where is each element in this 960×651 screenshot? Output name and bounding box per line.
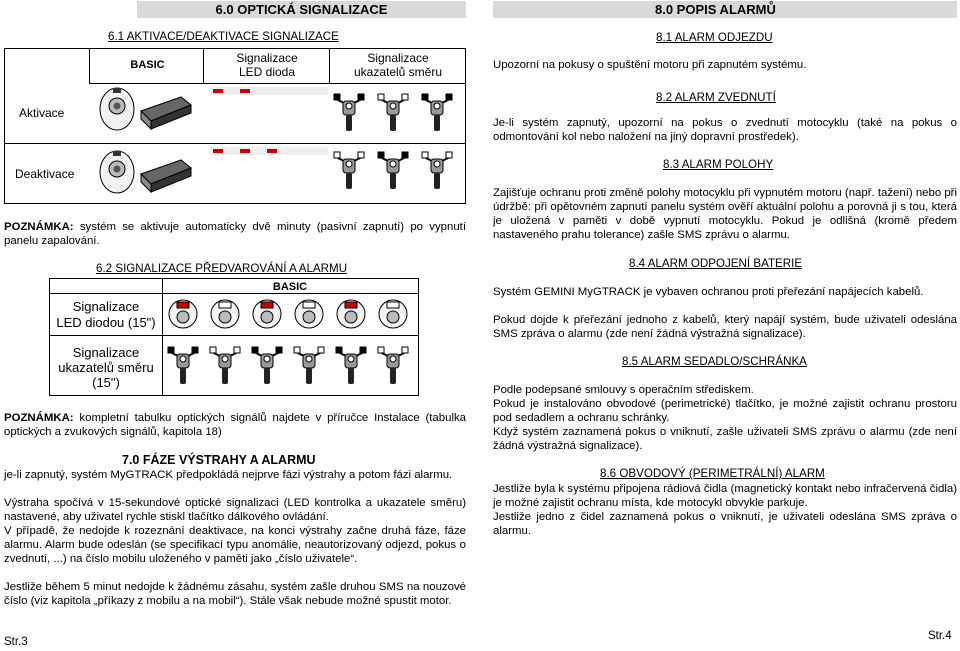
motorcycle-icon-wrap xyxy=(332,89,366,133)
table2-motorcycle-icons xyxy=(166,338,416,394)
note2-label: POZNÁMKA: xyxy=(4,412,74,424)
table1-row2-label: Deaktivace xyxy=(15,167,75,181)
motorcycle-icon-wrap xyxy=(420,147,454,191)
note1-label: POZNÁMKA: xyxy=(4,221,74,233)
motorcycle-icon-wrap xyxy=(376,342,410,386)
note1-text: systém se aktivuje automaticky dvě minuty (pasivní zapnutí) po vypnutí panelu zapalování. xyxy=(4,221,466,247)
section-8-2-text: Je-li systém zapnutý, upozorní na pokus o zvednutí motocyklu (také na pokus o odmontování kol nebo naložení na jiný dopravní prostředek). xyxy=(493,117,957,143)
remote-icon xyxy=(100,151,134,193)
remote-icon xyxy=(100,88,134,130)
motorcycle-icon xyxy=(420,147,454,191)
section-7-paragraph-2: Výstraha spočívá v 15-sekundové optické signalizaci (LED kontrolka a ukazatele směru) nastavené, aby uživatel rychle stiskl tlačítko dálkového ovládání. xyxy=(4,497,466,523)
note2-paragraph xyxy=(4,411,466,439)
led-indicator-icon xyxy=(250,297,284,331)
section-7-title-text: 7.0 FÁZE VÝSTRAHY A ALARMU xyxy=(122,453,316,467)
section-8-5-paragraph-3: Když systém zaznamená pokus o vniknutí, zašle uživateli SMS zprávu o alarmu (zde není žádná výstražná signalizace). xyxy=(493,426,957,452)
page-number-left: Str.3 xyxy=(4,636,28,648)
section-8-3-title: 8.3 ALARM POLOHY xyxy=(663,158,774,171)
section-8-6-paragraph-2: Jestliže jedno z čidel zaznamená pokus o vniknutí, je uživateli odeslána SMS zpráva o alarmu. xyxy=(493,511,957,537)
table1-col3-line2: ukazatelů směru xyxy=(353,65,443,79)
motorcycle-icon-wrap xyxy=(250,342,284,386)
motorcycle-icon-wrap xyxy=(332,147,366,191)
section-8-2-title: 8.2 ALARM ZVEDNUTÍ xyxy=(656,91,776,104)
motorcycle-icon-wrap xyxy=(420,89,454,133)
motorcycle-icon xyxy=(332,147,366,191)
section-8-header: 8.0 POPIS ALARMŮ xyxy=(493,1,957,18)
table2-row1-line2: LED diodou (15") xyxy=(56,315,156,330)
motorcycle-icon xyxy=(376,89,410,133)
table2-row2-line2: ukazatelů směru xyxy=(58,360,154,375)
motorcycle-icon xyxy=(376,147,410,191)
right-column xyxy=(493,0,957,651)
activation-signal-table xyxy=(4,48,466,204)
note2-text: kompletní tabulku optických signálů najdete v příručce Instalace (tabulka optických a zvukových signálů, kapitola 18) xyxy=(4,412,466,438)
motorcycle-icon xyxy=(208,342,242,386)
section-7-paragraph-1: je-li zapnutý, systém MyGTRACK předpokládá nejprve fázi výstrahy a potom fázi alarmu. xyxy=(4,469,453,481)
section-6-2-title: 6.2 SIGNALIZACE PŘEDVAROVÁNÍ A ALARMU xyxy=(96,262,348,275)
table2-header-divider xyxy=(50,293,418,294)
section-8-4-title: 8.4 ALARM ODPOJENÍ BATERIE xyxy=(629,257,803,270)
section-8-1-text: Upozorní na pokusy o spuštění motoru při zapnutém systému. xyxy=(493,59,807,71)
table1-motorcycle-icons xyxy=(332,87,464,202)
led-indicator-icon xyxy=(208,297,242,331)
led-indicator-icon xyxy=(166,297,200,331)
led-blink-sequence-icon xyxy=(210,147,328,155)
left-column xyxy=(4,0,466,651)
page-number-right: Str.4 xyxy=(928,630,952,642)
motorcycle-icon xyxy=(166,342,200,386)
section-7-paragraph-3: V případě, že nedojde k rozeznání deaktivace, na konci výstrahy začne druhá fáze, fáze alarmu. Alarm bude odeslán (se specifikací typu anomálie, neautorizovaný odjezd, pokus o zvednutí, ...) na číslo mobilu uloženého v paměti jako „číslo uživatele“. xyxy=(4,525,466,565)
section-7-title xyxy=(122,453,316,467)
led-blink-sequence-icon xyxy=(210,87,328,95)
table2-row2-line1: Signalizace xyxy=(72,345,140,360)
table2-row-divider xyxy=(50,335,418,336)
section-8-5-paragraph-2: Pokud je instalováno obvodové (perimetrické) tlačítko, je možné zajistit ochranu prostoru pod sedadlem a ochranu schránky. xyxy=(493,398,957,424)
section-8-5-paragraph-1: Podle podepsané smlouvy s operačním střediskem. xyxy=(493,384,754,396)
motorcycle-icon-wrap xyxy=(376,147,410,191)
motorcycle-icon xyxy=(250,342,284,386)
motorcycle-icon xyxy=(292,342,326,386)
table2-header-label: BASIC xyxy=(272,281,308,293)
led-device-icon xyxy=(141,160,191,192)
section-8-6-paragraph-1: Jestliže byla k systému připojena rádiová čidla (magnetický kontakt nebo infračervená čidla) je možné zajistit ochranu místa, kde motocykl obvykle parkuje. xyxy=(493,483,957,509)
section-8-6-title: 8.6 OBVODOVÝ (PERIMETRÁLNÍ) ALARM xyxy=(600,467,825,480)
motorcycle-icon-wrap xyxy=(208,342,242,386)
table1-col3-line1: Signalizace xyxy=(367,51,429,65)
led-indicator-icon xyxy=(334,297,368,331)
note1-paragraph xyxy=(4,220,466,248)
motorcycle-icon-wrap xyxy=(166,342,200,386)
motorcycle-icon xyxy=(332,89,366,133)
table2-row2-line3: (15") xyxy=(92,375,120,390)
table1-col2-line1: Signalizace xyxy=(236,51,298,65)
section-8-3-text: Zajišťuje ochranu proti změně polohy motocyklu při vypnutém motoru (např. tažení) nebo při údržbě: při opětovném zapnutí panelu systém ověří aktuální polohu a porovná ji s tou, která je uložená v paměti v době vypnutí motocyklu. Pokud je odlišná (kromě předem nastaveného prahu tolerance) zašle SMS zprávu o alarmu. xyxy=(493,187,957,241)
section-7-paragraph-4: Jestliže během 5 minut nedojde k žádnému zásahu, systém zašle druhou SMS na nouzové číslo (viz kapitola „příkazy z mobilu a na mobil“). Stále však nebude možné spustit motor. xyxy=(4,581,466,607)
section-8-5-title: 8.5 ALARM SEDADLO/SCHRÁNKA xyxy=(622,355,807,368)
section-6-1-title: 6.1 AKTIVACE/DEAKTIVACE SIGNALIZACE xyxy=(108,30,339,43)
section-8-4-paragraph-1: Systém GEMINI MyGTRACK je vybaven ochranou proti přeřezání napájecích kabelů. xyxy=(493,286,924,298)
motorcycle-icon xyxy=(376,342,410,386)
motorcycle-icon-wrap xyxy=(292,342,326,386)
table1-col2-line2: LED dioda xyxy=(238,65,296,79)
section-6-header: 6.0 OPTICKÁ SIGNALIZACE xyxy=(137,1,466,18)
led-device-icon xyxy=(141,97,191,129)
section-8-1-title: 8.1 ALARM ODJEZDU xyxy=(656,31,773,44)
table2-col-divider xyxy=(162,279,163,395)
table2-led-icons xyxy=(166,297,416,333)
motorcycle-icon xyxy=(334,342,368,386)
table1-row1-label: Aktivace xyxy=(19,106,65,120)
motorcycle-icon-wrap xyxy=(334,342,368,386)
table1-col1-label: BASIC xyxy=(130,59,165,71)
led-indicator-icon xyxy=(376,297,410,331)
section-8-4-paragraph-2: Pokud dojde k přeřezání jednoho z kabelů, který napájí systém, bude uživateli odeslána SMS zpráva o alarmu (zde není žádná výstražná signalizace). xyxy=(493,314,957,340)
table2-row1-line1: Signalizace xyxy=(72,299,140,314)
prealarm-signal-table xyxy=(49,278,419,396)
led-indicator-icon xyxy=(292,297,326,331)
motorcycle-icon-wrap xyxy=(376,89,410,133)
motorcycle-icon xyxy=(420,89,454,133)
